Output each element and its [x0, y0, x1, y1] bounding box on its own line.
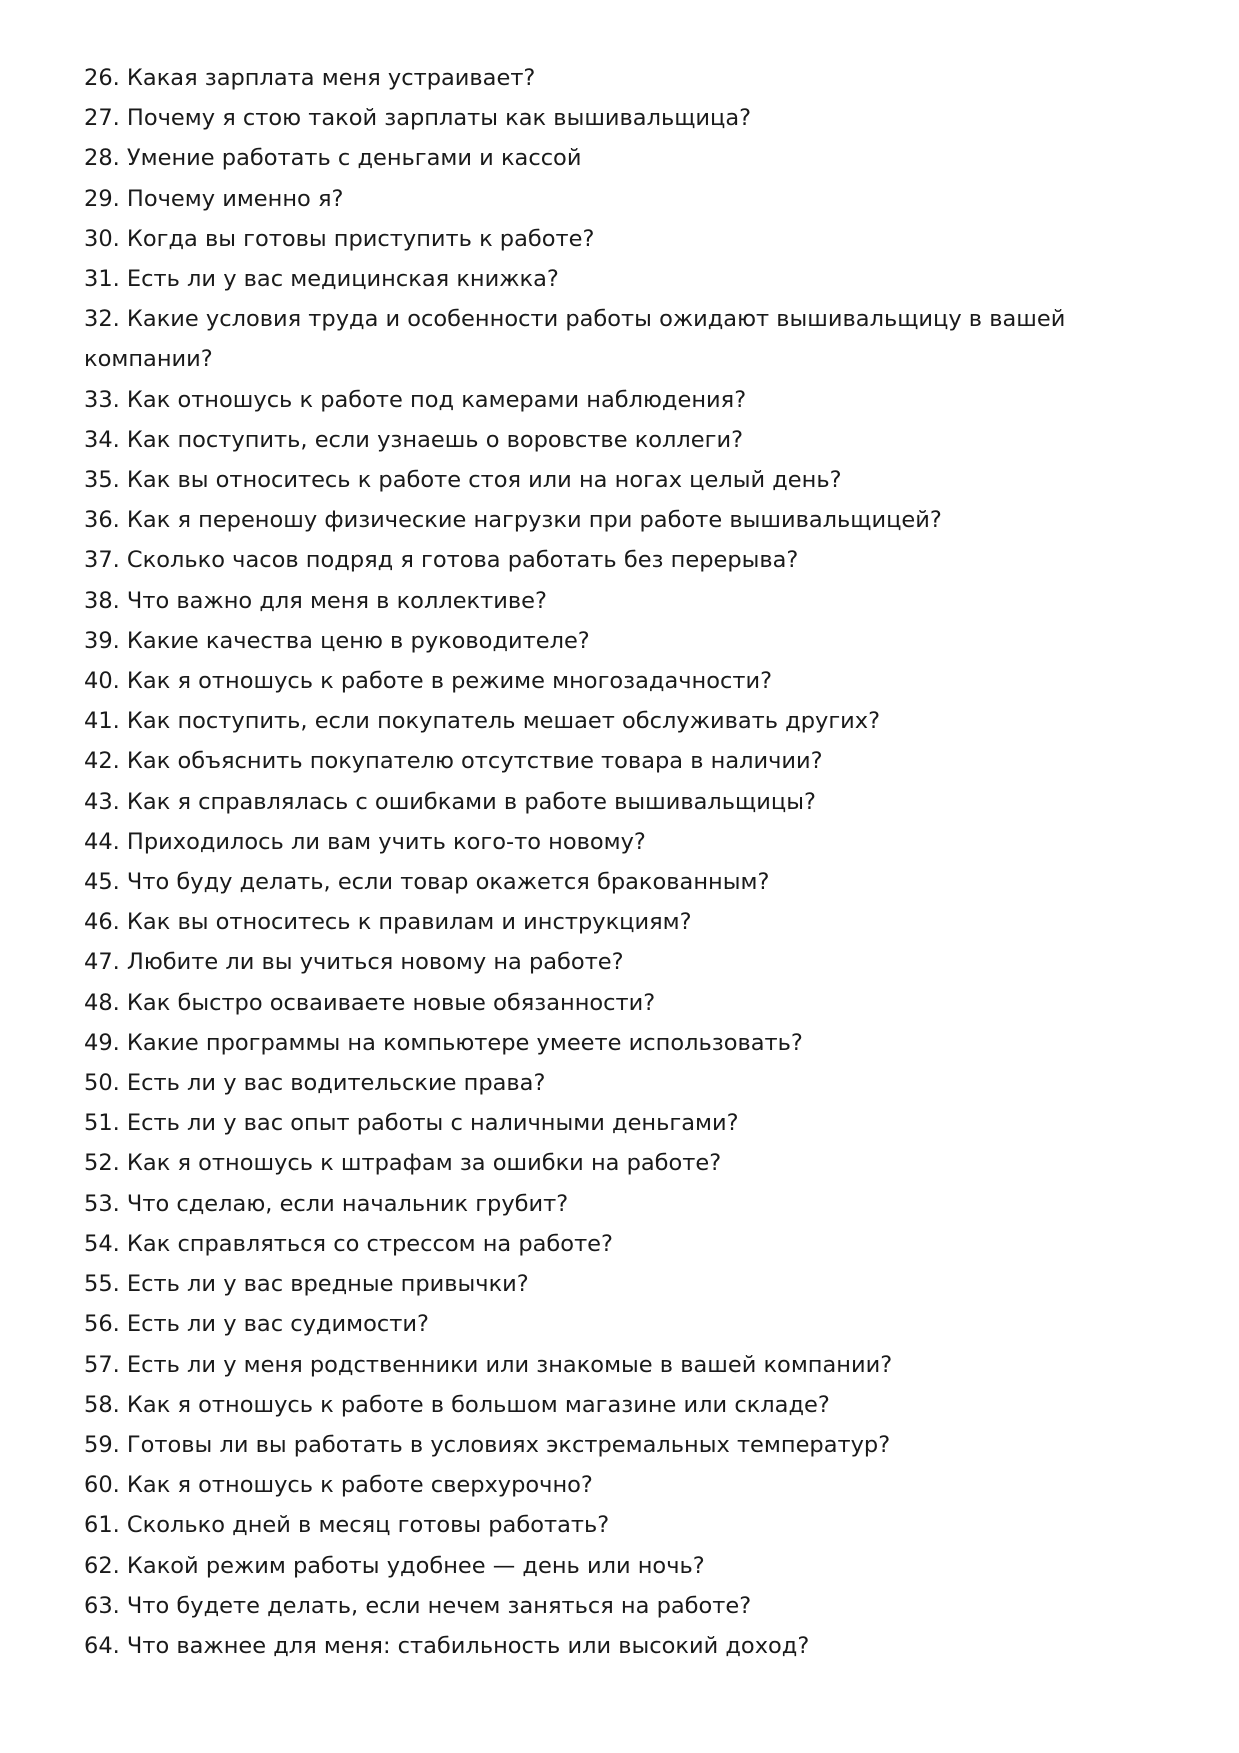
question-item: 50. Есть ли у вас водительские права?	[84, 1070, 546, 1097]
question-list	[84, 58, 1084, 1666]
question-item: 38. Что важно для меня в коллективе?	[84, 587, 547, 614]
question-item: 45. Что буду делать, если товар окажется бракованным?	[84, 869, 770, 896]
document-page	[84, 58, 1084, 1666]
question-item: 36. Как я переношу физические нагрузки при работе вышивальщицей?	[84, 507, 942, 534]
question-item: 35. Как вы относитесь к работе стоя или на ногах целый день?	[84, 467, 842, 494]
question-item: 62. Какой режим работы удобнее — день или ночь?	[84, 1552, 705, 1579]
question-item: 41. Как поступить, если покупатель мешает обслуживать других?	[84, 708, 881, 735]
question-item: 53. Что сделаю, если начальник грубит?	[84, 1190, 569, 1217]
question-item: 64. Что важнее для меня: стабильность или высокий доход?	[84, 1632, 810, 1659]
question-item: 32. Какие условия труда и особенности работы ожидают вышивальщицу в вашей компании?	[84, 306, 1066, 373]
question-item: 26. Какая зарплата меня устраивает?	[84, 65, 536, 91]
question-item: 37. Сколько часов подряд я готова работать без перерыва?	[84, 547, 799, 574]
question-item: 48. Как быстро осваиваете новые обязанности?	[84, 989, 656, 1016]
question-item: 59. Готовы ли вы работать в условиях экстремальных температур?	[84, 1431, 891, 1458]
question-item: 29. Почему именно я?	[84, 185, 344, 212]
question-item: 49. Какие программы на компьютере умеете использовать?	[84, 1029, 803, 1056]
question-item: 30. Когда вы готовы приступить к работе?	[84, 225, 595, 252]
question-item: 63. Что будете делать, если нечем заняться на работе?	[84, 1592, 752, 1619]
question-item: 58. Как я отношусь к работе в большом магазине или складе?	[84, 1391, 830, 1418]
question-item: 46. Как вы относитесь к правилам и инструкциям?	[84, 909, 692, 936]
question-item: 39. Какие качества ценю в руководителе?	[84, 627, 590, 654]
question-item: 54. Как справляться со стрессом на работе?	[84, 1230, 613, 1257]
question-item: 55. Есть ли у вас вредные привычки?	[84, 1271, 529, 1298]
question-item: 40. Как я отношусь к работе в режиме многозадачности?	[84, 668, 773, 695]
question-item: 57. Есть ли у меня родственники или знакомые в вашей компании?	[84, 1351, 893, 1378]
question-item: 31. Есть ли у вас медицинская книжка?	[84, 266, 559, 293]
question-item: 56. Есть ли у вас судимости?	[84, 1311, 429, 1338]
question-item: 42. Как объяснить покупателю отсутствие товара в наличии?	[84, 748, 823, 775]
question-item: 43. Как я справлялась с ошибками в работе вышивальщицы?	[84, 788, 816, 815]
question-item: 33. Как отношусь к работе под камерами наблюдения?	[84, 386, 747, 413]
question-item: 28. Умение работать с деньгами и кассой	[84, 145, 582, 172]
question-item: 34. Как поступить, если узнаешь о воровстве коллеги?	[84, 426, 744, 453]
question-item: 27. Почему я стою такой зарплаты как вышивальщица?	[84, 105, 752, 132]
question-item: 44. Приходилось ли вам учить кого-то новому?	[84, 828, 646, 855]
question-item: 61. Сколько дней в месяц готовы работать?	[84, 1512, 610, 1539]
question-item: 60. Как я отношусь к работе сверхурочно?	[84, 1472, 593, 1499]
question-item: 51. Есть ли у вас опыт работы с наличными деньгами?	[84, 1110, 739, 1137]
question-item: 52. Как я отношусь к штрафам за ошибки на работе?	[84, 1150, 722, 1177]
question-item: 47. Любите ли вы учиться новому на работе?	[84, 949, 624, 976]
